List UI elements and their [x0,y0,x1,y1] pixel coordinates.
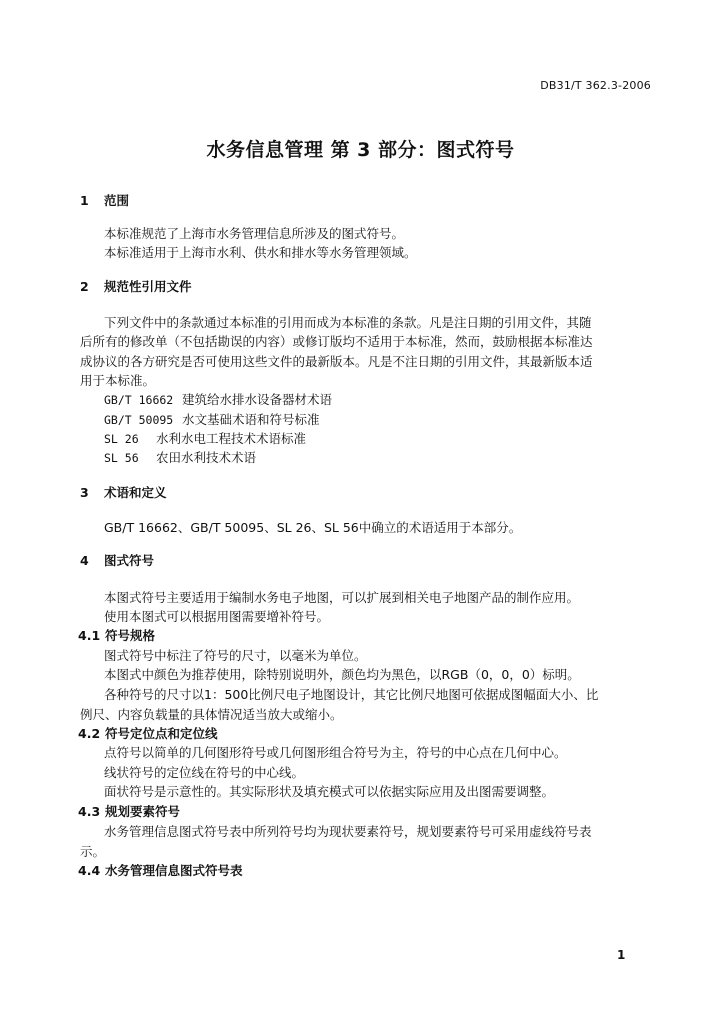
reference-item [104,392,332,408]
subsection-4-4-heading [78,863,243,879]
paragraph-line: 后所有的修改单（不包括勘误的内容）或修订版均不适用于本标准，然而，鼓励根据本标准达 [80,334,593,349]
reference-code: GB/T 50095 [104,413,174,427]
paragraph-line: 本图式中颜色为推荐使用，除特别说明外，颜色均为黑色，以RGB（0，0，0）标明。 [104,667,580,682]
section-number: 2 [80,279,89,294]
section-number: 4 [80,553,89,568]
paragraph: 本标准适用于上海市水利、供水和排水等水务管理领域。 [104,245,417,260]
paragraph-line: 面状符号是示意性的。其实际形状及填充模式可以依据实际应用及出图需要调整。 [104,784,555,799]
page-number: 1 [617,948,626,962]
subsection-4-2-heading [78,726,218,742]
paragraph: 使用本图式可以根据用图需要增补符号。 [104,609,330,624]
section-title: 术语和定义 [104,485,167,500]
paragraph-line: 图式符号中标注了符号的尺寸，以毫米为单位。 [104,648,367,663]
subsection-4-3-heading [78,804,180,820]
section-2-heading [80,279,192,295]
subsection-number: 4.1 [78,628,101,643]
paragraph-line: 用于本标准。 [80,373,156,388]
paragraph: 本标准规范了上海市水务管理信息所涉及的图式符号。 [104,226,405,241]
section-number: 3 [80,485,89,500]
paragraph-line: 例尺、内容负载量的具体情况适当放大或缩小。 [80,707,343,722]
section-4-heading [80,553,154,569]
reference-code: GB/T 16662 [104,393,174,407]
reference-name: 建筑给水排水设备器材术语 [181,392,332,407]
section-title: 图式符号 [104,553,155,568]
paragraph-line: 水务管理信息图式符号表中所列符号均为现状要素符号，规划要素符号可采用虚线符号表 [104,824,592,839]
paragraph-line: 成协议的各方研究是否可使用这些文件的最新版本。凡是不注日期的引用文件，其最新版本适 [80,354,593,369]
section-number: 1 [80,193,89,208]
reference-code: SL 56 [104,451,139,465]
reference-name: 农田水利技术术语 [155,450,256,465]
section-title: 范围 [104,193,130,208]
subsection-number: 4.4 [78,863,101,878]
reference-item [104,412,319,428]
subsection-title: 符号规格 [105,628,156,643]
reference-name: 水文基础术语和符号标准 [181,412,320,427]
subsection-title: 符号定位点和定位线 [105,726,218,741]
document-title: 水务信息管理 第 3 部分：图式符号 [206,139,515,161]
paragraph-line: 下列文件中的条款通过本标准的引用而成为本标准的条款。凡是注日期的引用文件，其随 [104,315,592,330]
paragraph: 本图式符号主要适用于编制水务电子地图，可以扩展到相关电子地图产品的制作应用。 [104,590,580,605]
subsection-number: 4.2 [78,726,101,741]
subsection-title: 水务管理信息图式符号表 [105,863,243,878]
paragraph-line: 示。 [80,844,106,859]
reference-code: SL 26 [104,432,139,446]
section-title: 规范性引用文件 [104,279,192,294]
section-1-heading [80,193,129,209]
subsection-number: 4.3 [78,804,101,819]
reference-name: 水利水电工程技术术语标准 [155,431,306,446]
subsection-title: 规划要素符号 [105,804,181,819]
subsection-4-1-heading [78,628,155,644]
section-3-heading [80,485,167,501]
paragraph-line: 各种符号的尺寸以1：500比例尺电子地图设计，其它比例尺地图可依据成图幅面大小、比 [104,687,599,702]
paragraph-line: 点符号以简单的几何图形符号或几何图形组合符号为主，符号的中心点在几何中心。 [104,745,567,760]
document-code: DB31/T 362.3-2006 [540,79,651,92]
reference-item [104,431,306,447]
reference-item [104,450,256,466]
paragraph-line: 线状符号的定位线在符号的中心线。 [104,765,305,780]
paragraph: GB/T 16662、GB/T 50095、SL 26、SL 56中确立的术语适用于本部分。 [104,520,522,535]
